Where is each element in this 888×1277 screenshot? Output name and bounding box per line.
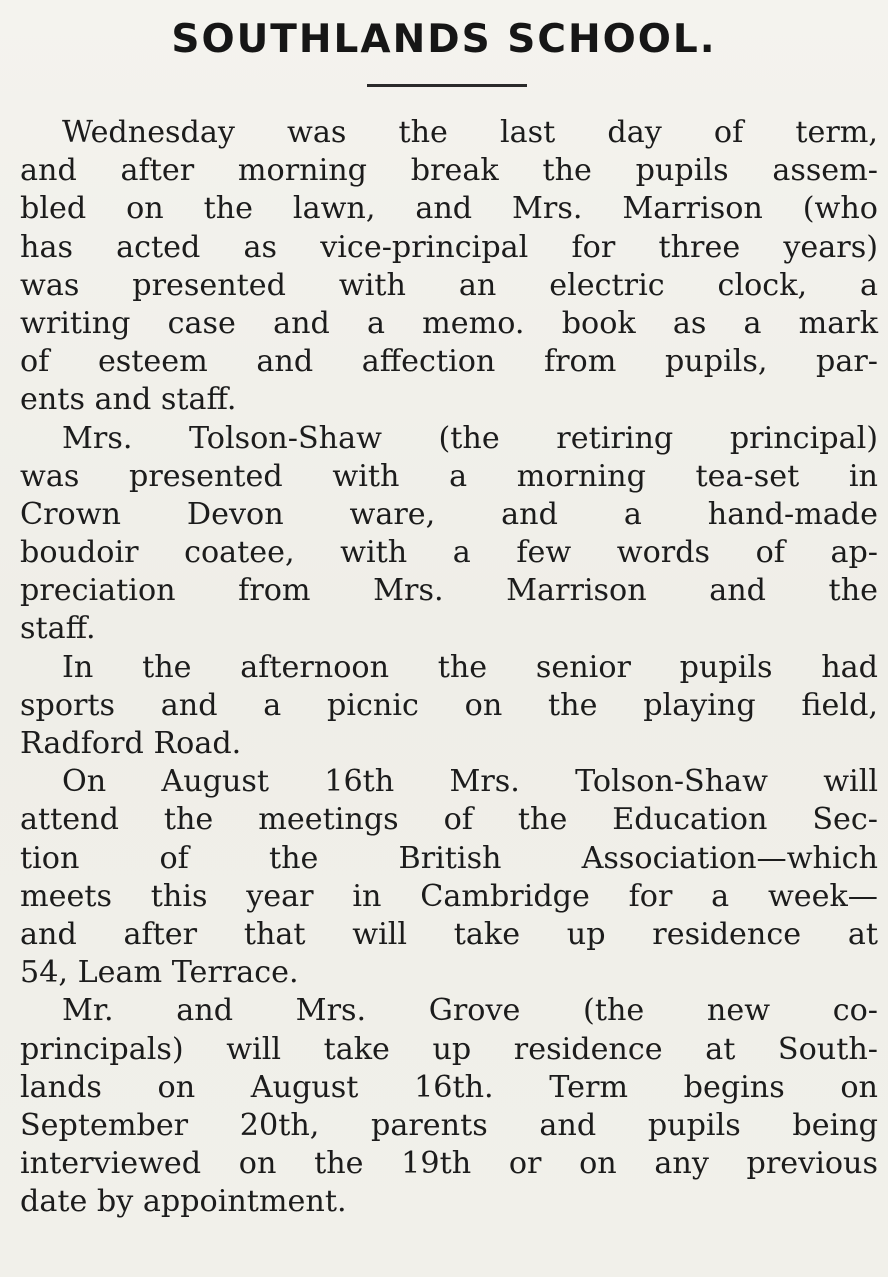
- text-line: tion of the British Association—which: [20, 840, 878, 876]
- text-line: sports and a picnic on the playing field,: [20, 687, 878, 723]
- text-line: In the afternoon the senior pupils had: [62, 649, 878, 685]
- text-line: bled on the lawn, and Mrs. Marrison (who: [20, 191, 878, 227]
- text-line: of esteem and affection from pupils, par-: [20, 344, 878, 380]
- text-line: Mrs. Tolson-Shaw (the retiring principal): [62, 420, 878, 456]
- text-line: ents and staff.: [20, 382, 237, 418]
- text-line: staff.: [20, 611, 96, 647]
- text-line: interviewed on the 19th or on any previous: [20, 1146, 878, 1182]
- text-line: and after morning break the pupils assem-: [20, 153, 878, 189]
- text-line: lands on August 16th. Term begins on: [20, 1069, 878, 1105]
- article-body: [20, 114, 878, 1221]
- text-line: Crown Devon ware, and a hand-made: [20, 496, 878, 532]
- text-line: date by appointment.: [20, 1184, 347, 1220]
- paragraph: [20, 763, 878, 992]
- text-line: has acted as vice-principal for three years): [20, 229, 878, 265]
- text-line: was presented with a morning tea-set in: [20, 458, 878, 494]
- text-line: September 20th, parents and pupils being: [20, 1107, 878, 1143]
- text-line: writing case and a memo. book as a mark: [20, 305, 878, 341]
- text-line: boudoir coatee, with a few words of ap-: [20, 535, 878, 571]
- paragraph: [20, 649, 878, 764]
- text-line: and after that will take up residence at: [20, 916, 878, 952]
- text-line: preciation from Mrs. Marrison and the: [20, 573, 878, 609]
- text-line: was presented with an electric clock, a: [20, 267, 878, 303]
- paragraph: [20, 114, 878, 420]
- text-line: principals) will take up residence at South-: [20, 1031, 878, 1067]
- headline-rule: [367, 84, 527, 87]
- text-line: attend the meetings of the Education Sec-: [20, 802, 878, 838]
- headline: SOUTHLANDS SCHOOL.: [171, 17, 717, 62]
- text-line: On August 16th Mrs. Tolson-Shaw will: [62, 764, 878, 800]
- text-line: Wednesday was the last day of term,: [62, 115, 878, 150]
- paragraph: [20, 420, 878, 649]
- text-line: Radford Road.: [20, 726, 242, 761]
- text-line: Mr. and Mrs. Grove (the new co-: [62, 993, 878, 1029]
- text-line: 54, Leam Terrace.: [20, 955, 299, 991]
- paragraph: [20, 992, 878, 1221]
- text-line: meets this year in Cambridge for a week—: [20, 878, 878, 914]
